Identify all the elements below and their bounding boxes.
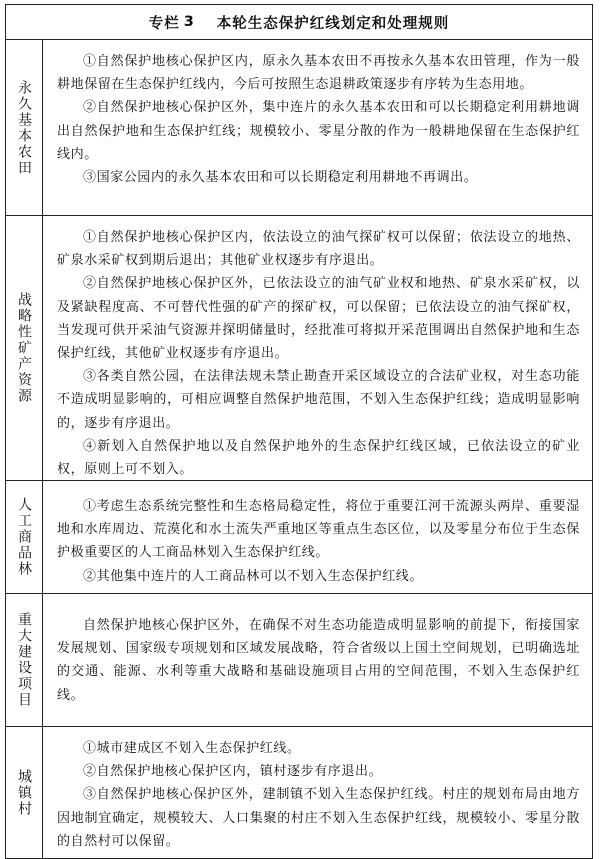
rules-table	[5, 4, 593, 859]
rule-paragraph: ①自然保护地核心保护区内，依法设立的油气探矿权可以保留；依法设立的地热、矿泉水采矿权到期后退出；其他矿业权逐步有序退出。	[57, 230, 580, 269]
section-body	[43, 216, 592, 480]
section-label: 重大建设项目	[16, 612, 32, 708]
section-label-cell	[6, 40, 43, 215]
section-label-cell	[6, 594, 43, 726]
section-label: 永久基本农田	[16, 79, 32, 176]
section-label: 战略性矿产资源	[16, 292, 32, 404]
section-body	[43, 481, 592, 593]
rule-paragraph: ③自然保护地核心保护区外，建制镇不划入生态保护红线。村庄的规划布局由地方因地制宜确定，规模较大、人口集聚的村庄不划入生态保护红线，规模较小、零星分散的自然村可以保留。	[57, 787, 580, 849]
section-row-minerals	[6, 216, 592, 481]
section-body	[43, 594, 592, 726]
rule-paragraph: ②自然保护地核心保护区外，集中连片的永久基本农田和可以长期稳定利用耕地调出自然保护地和生态保护红线；规模较小、零星分散的作为一般耕地保留在生态保护红线内。	[57, 100, 580, 162]
title-text: 本轮生态保护红线划定和处理规则	[216, 15, 450, 32]
section-label: 城镇村	[16, 768, 32, 817]
rule-paragraph: ①城市建成区不划入生态保护红线。	[83, 741, 301, 756]
rule-paragraph: ②自然保护地核心保护区内，镇村逐步有序退出。	[83, 764, 383, 780]
rule-paragraph: ①考虑生态系统完整性和生态格局稳定性，将位于重要江河干流源头两岸、重要湿地和水库周边、荒漠化和水土流失严重地区等重点生态区位，以及零星分布位于生态保护极重要区的人工商品林划入生态保护红线。	[57, 499, 580, 561]
rule-paragraph: ②其他集中连片的人工商品林可以不划入生态保护红线。	[83, 568, 424, 584]
rule-paragraph: ④新划入自然保护地以及自然保护地外的生态保护红线区域，已依法设立的矿业权，原则上可不划入。	[57, 438, 580, 478]
section-label-cell	[6, 481, 43, 593]
section-label-cell	[6, 727, 43, 858]
rule-paragraph: ②自然保护地核心保护区外，已依法设立的油气矿业权和地热、矿泉水采矿权，以及紧缺程度高、不可替代性强的矿产的探矿权，可以保留；已依法设立的油气探矿权，当发现可供开采油气资源并探明储量时，经批准可将拟开采范围调出自然保护地和生态保护红线，其他矿业权逐步有序退出。	[57, 276, 580, 362]
section-label: 人工商品林	[16, 497, 32, 577]
rule-paragraph: 自然保护地核心保护区外，在确保不对生态功能造成明显影响的前提下，衔接国家发展规划、国家级专项规划和区域发展战略，符合省级以上国土空间规划，已明确选址的交通、能源、水利等重大战略和基础设施项目占用的空间范围，不划入生态保护红线。	[57, 618, 580, 703]
section-body	[43, 40, 592, 215]
section-label-cell	[6, 216, 43, 480]
table-title	[6, 5, 592, 40]
title-number: 3	[183, 14, 195, 30]
section-row-plantation-forest	[6, 481, 592, 594]
rule-paragraph: ③国家公园内的永久基本农田和可以长期稳定利用耕地不再调出。	[83, 170, 478, 186]
section-row-major-projects	[6, 594, 592, 727]
rule-paragraph: ③各类自然公园，在法律法规未禁止勘查开采区域设立的合法矿业权，对生态功能不造成明显影响的，可相应调整自然保护地范围，不划入生态保护红线；造成明显影响的，逐步有序退出。	[57, 369, 580, 431]
section-row-farmland	[6, 40, 592, 216]
title-prefix: 专栏	[148, 15, 180, 32]
section-body	[43, 727, 592, 858]
section-row-towns-villages	[6, 727, 592, 858]
rule-paragraph: ①自然保护地核心保护区内，原永久基本农田不再按永久基本农田管理，作为一般耕地保留在生态保护红线内，今后可按照生态退耕政策逐步有序转为生态用地。	[57, 54, 580, 93]
